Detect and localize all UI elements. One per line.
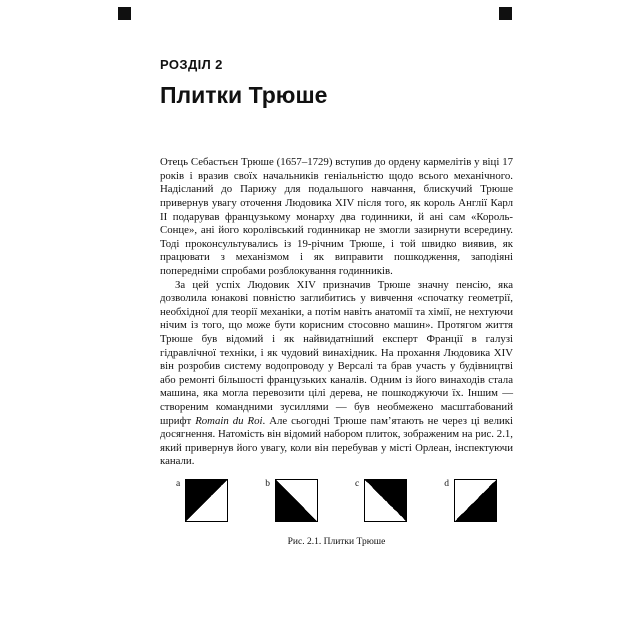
- tile-group-b: [265, 479, 318, 522]
- truchet-tile-c: [364, 479, 407, 522]
- text-run: Отець Себастьєн Трюше (1657–1729) вступив до ордену кармелітів у віці 17 років і вразив своїх начальників геніальністю щодо всього механічного. Надісланий до Парижу для подальшого навчання, блискучий Трюше привернув увагу оточення Людовика XIV після того, як король Англії Карл II подарував французькому монарху два годинники, й ані сам «Король-Сонце», ані його королівський годинникар не змогли зазирнути всередину. Тоді проконсультувались із 19-річним Трюше, і той швидко виявив, як працювати з механізмом і як виправити пошкодження, заподіяні попередніми спробами розблокування годинників.: [160, 156, 513, 278]
- tile-group-d: [444, 479, 497, 522]
- page-title: Плитки Трюше: [160, 82, 328, 108]
- figure-caption: Рис. 2.1. Плитки Трюше: [287, 536, 386, 547]
- tile-label-d: d: [444, 478, 449, 489]
- page-content: [160, 0, 513, 547]
- truchet-tile-d: [454, 479, 497, 522]
- truchet-tile-a: [185, 479, 228, 522]
- chapter-label: РОЗДІЛ 2: [160, 57, 223, 72]
- tile-row: [160, 479, 513, 522]
- tile-label-b: b: [265, 478, 270, 489]
- text-run: . Але сьогодні Трюше пам’ятають не через ці великі досягнення. Натомість він відомий набором плиток, зображеним на рис. 2.1, який привернув його увагу, коли він перебував у місті Орлеан, інспектуючи канали.: [160, 414, 513, 468]
- italic-text-run: Romain du Roi: [195, 414, 263, 427]
- text-run: За цей успіх Людовик XIV призначив Трюше значну пенсію, яка дозволила юнакові повністю заглибитись у вивчення «спочатку геометрії, необхідної для теорії механіки, а потім навіть анатомії та хімії, не нехтуючи нічим із того, що може бути корисним стосовно машин». Протягом життя Трюше був відомий і як найвидатніший експерт Франції в галузі гідравлічної техніки, і як чудовий винахідник. На прохання Людовика XIV він розробив систему водопроводу у Версалі та брав участь у будівництві або ремонті більшості французьких каналів. Одним із його винаходів стала машина, яка могла перевозити цілі дерева, не пошкоджуючи їх. Іншим — створеним командними зусиллями — був необмежено масштабований шрифт: [160, 278, 513, 427]
- tile-label-c: c: [355, 478, 360, 489]
- tile-group-c: [355, 479, 407, 522]
- paragraph: [160, 279, 513, 469]
- figure-truchet-tiles: [160, 479, 513, 547]
- tile-group-a: [176, 479, 228, 522]
- corner-marker-left: [118, 7, 131, 20]
- tile-label-a: a: [176, 478, 181, 489]
- paragraph: [160, 156, 513, 278]
- truchet-tile-b: [275, 479, 318, 522]
- paragraphs: [160, 156, 513, 469]
